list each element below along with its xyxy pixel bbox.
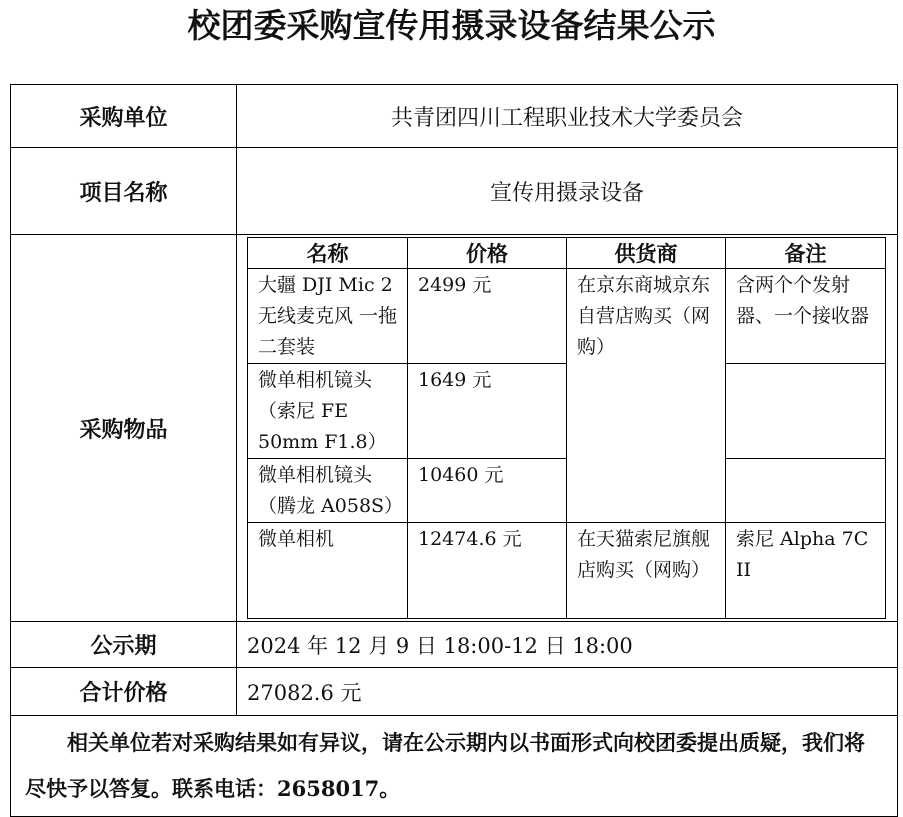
project-row: [11, 148, 898, 235]
project-value: 宣传用摄录设备: [237, 148, 898, 235]
items-table: [247, 237, 886, 619]
total-row: [11, 668, 898, 716]
header-name: 名称: [248, 238, 408, 269]
table-row: [248, 269, 886, 364]
announcement-table: [10, 84, 898, 817]
item-note: [726, 364, 886, 459]
period-label: 公示期: [11, 622, 237, 668]
item-name: 微单相机镜头（腾龙 A058S）: [248, 459, 408, 523]
item-name: 微单相机镜头（索尼 FE 50mm F1.8）: [248, 364, 408, 459]
item-note: 索尼 Alpha 7C II: [726, 523, 886, 619]
purchaser-label: 采购单位: [11, 85, 237, 148]
period-value: 2024 年 12 月 9 日 18:00-12 日 18:00: [237, 622, 898, 668]
items-row: [11, 235, 898, 622]
item-price: 12474.6 元: [408, 523, 567, 619]
items-header-row: [248, 238, 886, 269]
items-label: 采购物品: [11, 235, 237, 622]
page-title: 校团委采购宣传用摄录设备结果公示: [187, 6, 716, 45]
item-price: 10460 元: [408, 459, 567, 523]
period-row: [11, 622, 898, 668]
item-name: 微单相机: [248, 523, 408, 619]
notice-text: 相关单位若对采购结果如有异议，请在公示期内以书面形式向校团委提出质疑，我们将尽快予以答复。联系电话：2658017。: [11, 716, 898, 817]
item-name: 大疆 DJI Mic 2 无线麦克风 一拖二套装: [248, 269, 408, 364]
total-label: 合计价格: [11, 668, 237, 716]
notice-row: [11, 716, 898, 817]
item-price: 1649 元: [408, 364, 567, 459]
item-note: 含两个个发射器、一个接收器: [726, 269, 886, 364]
project-label: 项目名称: [11, 148, 237, 235]
header-note: 备注: [726, 238, 886, 269]
items-container: [237, 235, 898, 622]
table-row: [248, 523, 886, 619]
item-price: 2499 元: [408, 269, 567, 364]
purchaser-value: 共青团四川工程职业技术大学委员会: [237, 85, 898, 148]
item-note: [726, 459, 886, 523]
purchaser-row: [11, 85, 898, 148]
header-price: 价格: [408, 238, 567, 269]
item-supplier: 在京东商城京东自营店购买（网购）: [567, 269, 726, 523]
total-value: 27082.6 元: [237, 668, 898, 716]
header-supplier: 供货商: [567, 238, 726, 269]
item-supplier: 在天猫索尼旗舰店购买（网购）: [567, 523, 726, 619]
